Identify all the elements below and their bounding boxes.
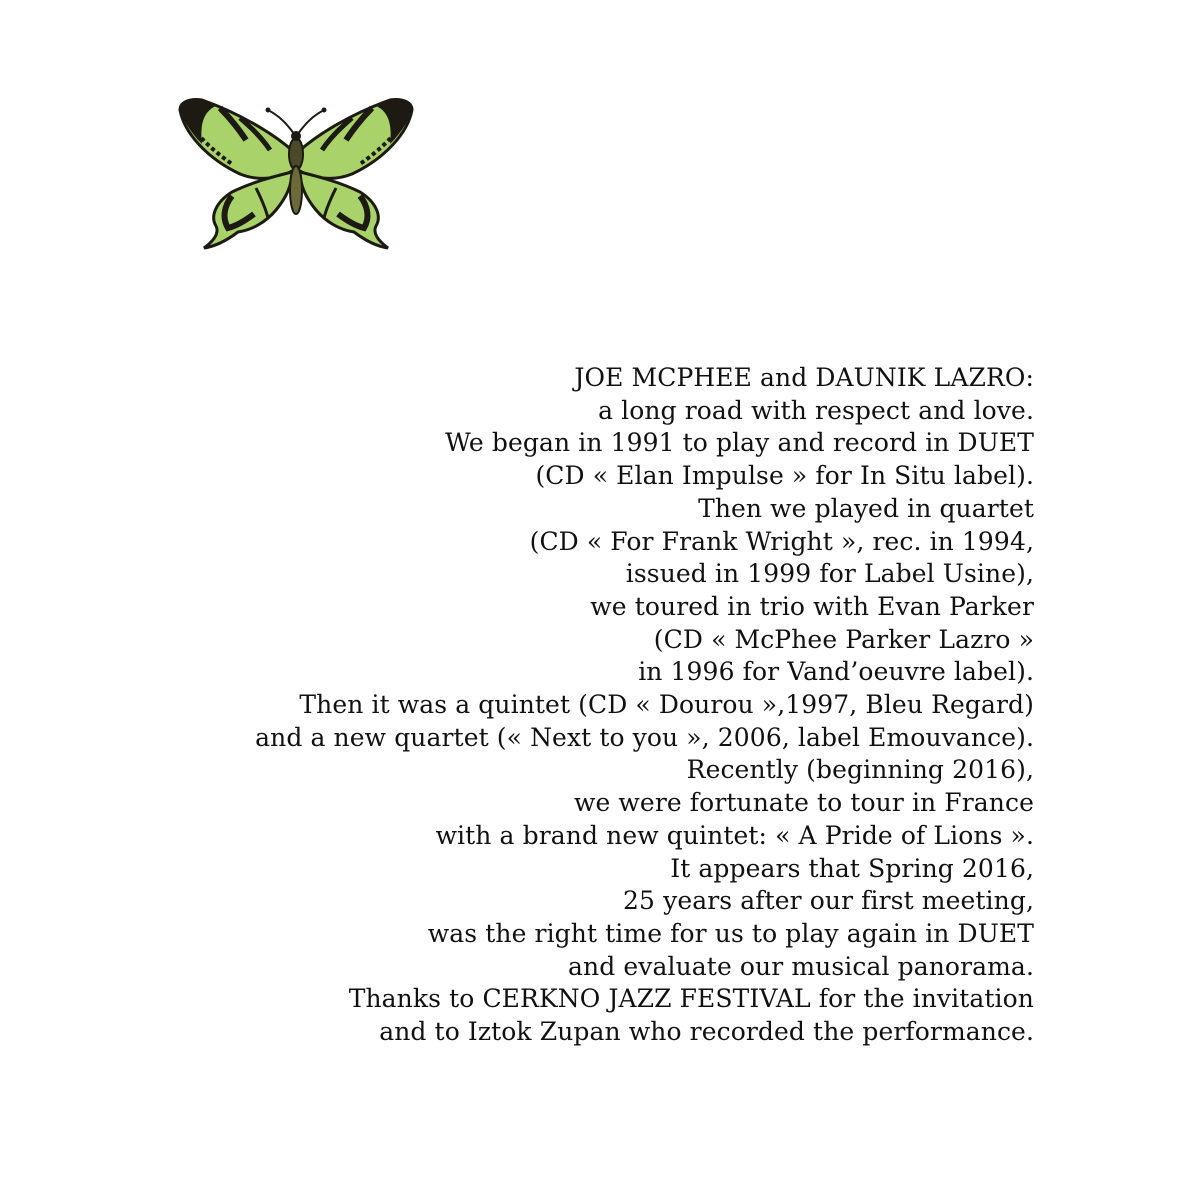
text-line: in 1996 for Vand’oeuvre label). — [638, 657, 1034, 687]
text-line: 25 years after our first meeting, — [623, 886, 1034, 916]
text-line: It appears that Spring 2016, — [670, 853, 1034, 883]
text-line: issued in 1999 for Label Usine), — [625, 559, 1034, 589]
text-line: and a new quartet (« Next to you », 2006, label Emouvance). — [255, 722, 1034, 752]
butterfly-icon — [176, 92, 416, 252]
right-hindwing — [300, 172, 388, 248]
text-line: Recently (beginning 2016), — [686, 755, 1034, 785]
text-line: (CD « For Frank Wright », rec. in 1994, — [529, 526, 1034, 556]
butterfly-abdomen — [290, 166, 302, 214]
text-line: We began in 1991 to play and record in DUET — [445, 428, 1034, 458]
text-line: (CD « McPhee Parker Lazro » — [653, 624, 1034, 654]
text-line: Then we played in quartet — [698, 493, 1034, 523]
text-line: we toured in trio with Evan Parker — [590, 591, 1034, 621]
text-line: Then it was a quintet (CD « Dourou »,1997, Bleu Regard) — [299, 690, 1034, 720]
left-hindwing — [204, 172, 292, 248]
text-line: Thanks to CERKNO JAZZ FESTIVAL for the invitation — [348, 984, 1034, 1014]
text-line: a long road with respect and love. — [598, 395, 1034, 425]
text-line: with a brand new quintet: « A Pride of Lions ». — [435, 820, 1034, 850]
text-line: was the right time for us to play again in DUET — [427, 918, 1034, 948]
text-line: JOE MCPHEE and DAUNIK LAZRO: — [574, 363, 1034, 392]
text-line: and to Iztok Zupan who recorded the performance. — [379, 1017, 1034, 1047]
text-line: (CD « Elan Impulse » for In Situ label). — [535, 461, 1034, 491]
text-line: and evaluate our musical panorama. — [568, 951, 1034, 981]
liner-notes-text — [134, 362, 1034, 1049]
text-line: we were fortunate to tour in France — [573, 788, 1034, 818]
